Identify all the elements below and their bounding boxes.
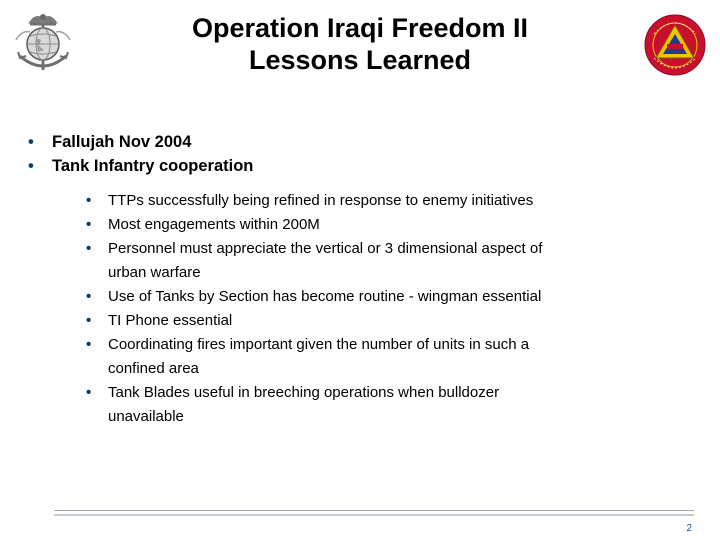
bullet-dot-icon: • [86, 288, 92, 305]
sub-bullet-item [86, 237, 686, 285]
sub-bullet-text: Use of Tanks by Section has become routine - wingman essential [108, 288, 542, 305]
bullet-dot-icon: • [28, 133, 34, 151]
bullet-dot-icon: • [86, 192, 92, 209]
sub-bullet-text: Coordinating fires important given the number of units in such a [108, 336, 530, 353]
bullet-text: Fallujah Nov 2004 [52, 133, 192, 151]
bullet-dot-icon: • [86, 384, 92, 401]
sub-bullet-text-continued: unavailable [108, 408, 184, 425]
slide-title [120, 12, 600, 76]
bullet-dot-icon: • [28, 157, 34, 175]
title-line-1: Operation Iraqi Freedom II [191, 13, 529, 43]
bullet-dot-icon: • [86, 216, 92, 233]
page-number: 2 [686, 523, 692, 534]
bullet-text: Tank Infantry cooperation [52, 157, 254, 175]
sub-bullet-text: TI Phone essential [108, 312, 233, 329]
title-line-2: Lessons Learned [248, 45, 472, 75]
sub-bullet-text: Most engagements within 200M [108, 216, 320, 233]
sub-bullet-list [86, 189, 686, 429]
sub-bullet-item [86, 381, 686, 429]
sub-bullet-text: TTPs successfully being refined in response to enemy initiatives [108, 192, 534, 209]
sub-bullet-text-continued: confined area [108, 360, 199, 377]
marine-corps-emblem-icon [8, 10, 78, 74]
bullet-dot-icon: • [86, 336, 92, 353]
sub-bullet-item [86, 213, 686, 237]
sub-bullet-text: Tank Blades useful in breeching operations when bulldozer [108, 384, 500, 401]
footer-rule-secondary [54, 514, 694, 516]
main-bullet-item [28, 154, 668, 178]
bullet-dot-icon: • [86, 312, 92, 329]
main-bullet-list [28, 130, 668, 178]
footer-rule [54, 510, 694, 511]
sub-bullet-item [86, 309, 686, 333]
sub-bullet-text: Personnel must appreciate the vertical or 3 dimensional aspect of [108, 240, 543, 257]
unit-seal-icon [644, 14, 706, 76]
sub-bullet-item [86, 285, 686, 309]
sub-bullet-item [86, 333, 686, 381]
main-bullet-item [28, 130, 668, 154]
sub-bullet-item [86, 189, 686, 213]
bullet-dot-icon: • [86, 240, 92, 257]
sub-bullet-text-continued: urban warfare [108, 264, 201, 281]
